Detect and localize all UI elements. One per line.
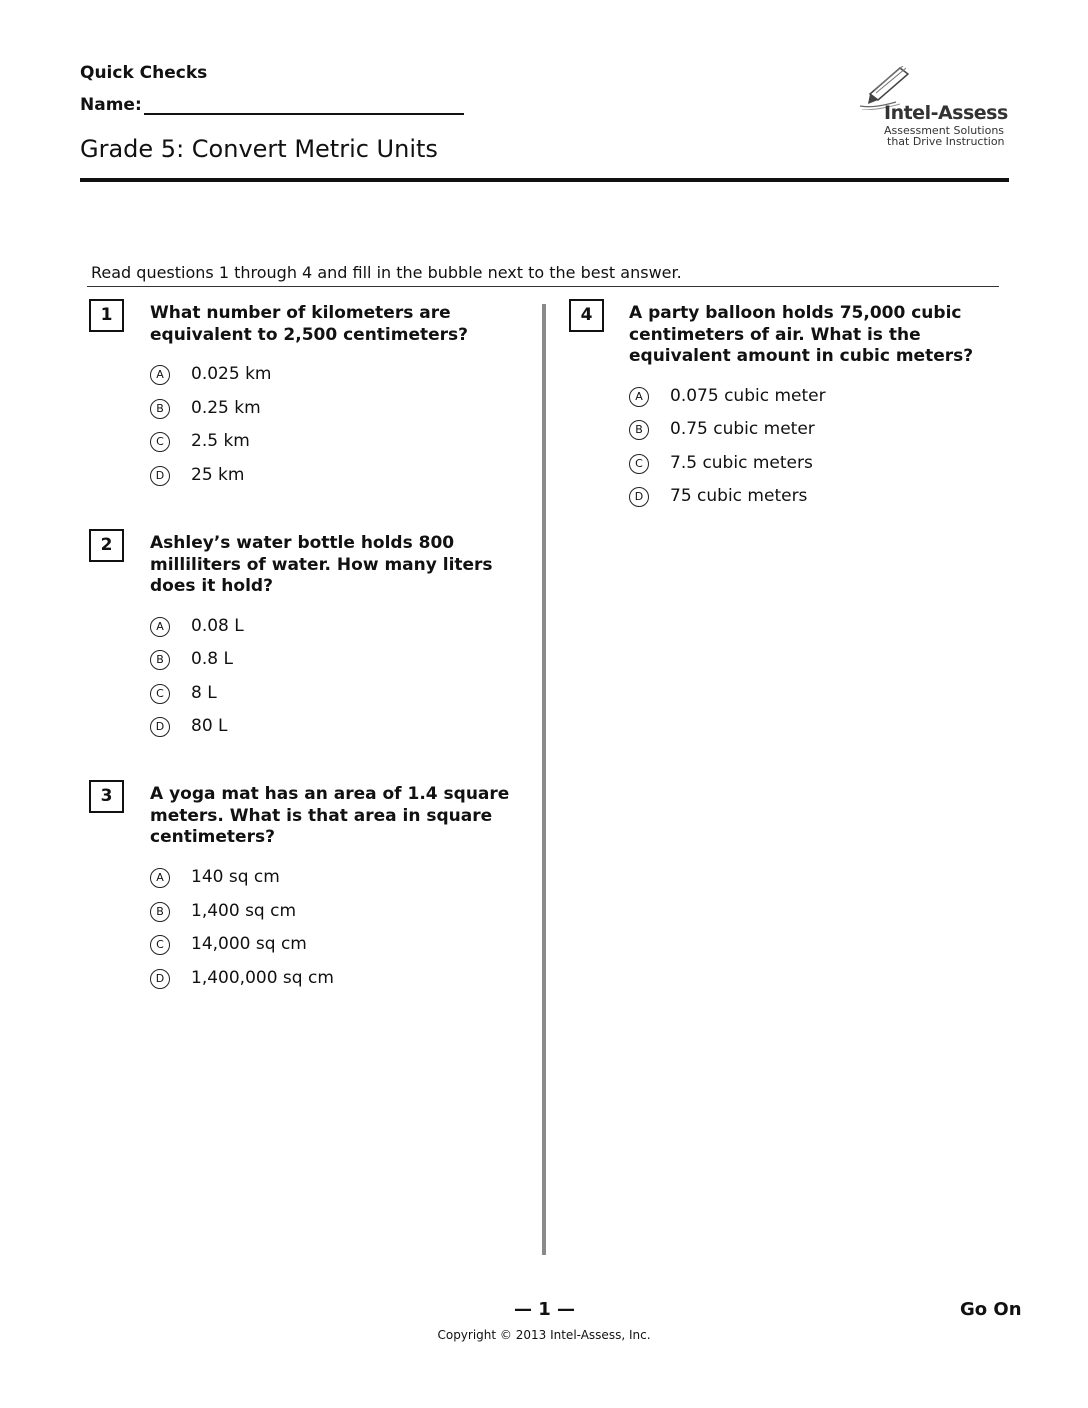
- answer-bubble-d[interactable]: D: [629, 487, 649, 507]
- go-on-label: Go On: [960, 1299, 1022, 1320]
- question-number-box: 1: [89, 299, 124, 332]
- answer-bubble-d[interactable]: D: [150, 969, 170, 989]
- column-divider: [542, 304, 546, 1255]
- answer-bubble-d[interactable]: D: [150, 466, 170, 486]
- choice-text: 0.08 L: [191, 616, 244, 636]
- page-number: — 1 —: [514, 1299, 576, 1320]
- question-number-box: 3: [89, 780, 124, 813]
- choice-text: 7.5 cubic meters: [670, 453, 813, 473]
- choice-text: 0.075 cubic meter: [670, 386, 826, 406]
- answer-bubble-c[interactable]: C: [629, 454, 649, 474]
- answer-bubble-a[interactable]: A: [150, 617, 170, 637]
- name-label: Name:: [80, 95, 142, 115]
- answer-bubble-a[interactable]: A: [150, 365, 170, 385]
- choice-text: 2.5 km: [191, 431, 250, 451]
- choice-text: 25 km: [191, 465, 245, 485]
- choice-text: 140 sq cm: [191, 867, 280, 887]
- answer-bubble-b[interactable]: B: [150, 902, 170, 922]
- answer-bubble-c[interactable]: C: [150, 684, 170, 704]
- choice-text: 8 L: [191, 683, 217, 703]
- answer-bubble-c[interactable]: C: [150, 432, 170, 452]
- logo-brand: Intel-Assess: [884, 102, 1008, 124]
- question-number-box: 2: [89, 529, 124, 562]
- choice-text: 80 L: [191, 716, 228, 736]
- name-field: [80, 95, 464, 115]
- question-text: What number of kilometers are equivalent to 2,500 centimeters?: [150, 303, 469, 345]
- logo-tagline-2: that Drive Instruction: [887, 135, 1005, 148]
- intel-assess-logo: [850, 66, 1010, 150]
- answer-bubble-b[interactable]: B: [150, 399, 170, 419]
- answer-bubble-c[interactable]: C: [150, 935, 170, 955]
- choice-text: 1,400,000 sq cm: [191, 968, 334, 988]
- choice-text: 0.8 L: [191, 649, 233, 669]
- choice-text: 0.75 cubic meter: [670, 419, 815, 439]
- answer-bubble-b[interactable]: B: [150, 650, 170, 670]
- choice-text: 75 cubic meters: [670, 486, 808, 506]
- question-text: A yoga mat has an area of 1.4 square meters. What is that area in square centimeters?: [150, 784, 510, 847]
- choice-text: 1,400 sq cm: [191, 901, 297, 921]
- choice-text: 0.025 km: [191, 364, 272, 384]
- quick-checks-label: Quick Checks: [80, 63, 208, 83]
- answer-bubble-d[interactable]: D: [150, 717, 170, 737]
- choice-text: 14,000 sq cm: [191, 934, 307, 954]
- copyright-notice: Copyright © 2013 Intel-Assess, Inc.: [437, 1328, 651, 1342]
- header-rule: [80, 178, 1009, 182]
- question-text: A party balloon holds 75,000 cubic centimeters of air. What is the equivalent amount in cubic meters?: [629, 303, 974, 366]
- page-title: Grade 5: Convert Metric Units: [80, 135, 438, 163]
- question-text: Ashley’s water bottle holds 800 milliliters of water. How many liters does it hold?: [150, 533, 493, 596]
- question-number-box: 4: [569, 299, 604, 332]
- name-line: [144, 95, 464, 115]
- answer-bubble-a[interactable]: A: [629, 387, 649, 407]
- answer-bubble-a[interactable]: A: [150, 868, 170, 888]
- choice-text: 0.25 km: [191, 398, 261, 418]
- logo-tagline-1: Assessment Solutions: [884, 124, 1005, 137]
- instructions-rule: [87, 286, 999, 287]
- instructions: Read questions 1 through 4 and fill in the bubble next to the best answer.: [91, 263, 682, 282]
- answer-bubble-b[interactable]: B: [629, 420, 649, 440]
